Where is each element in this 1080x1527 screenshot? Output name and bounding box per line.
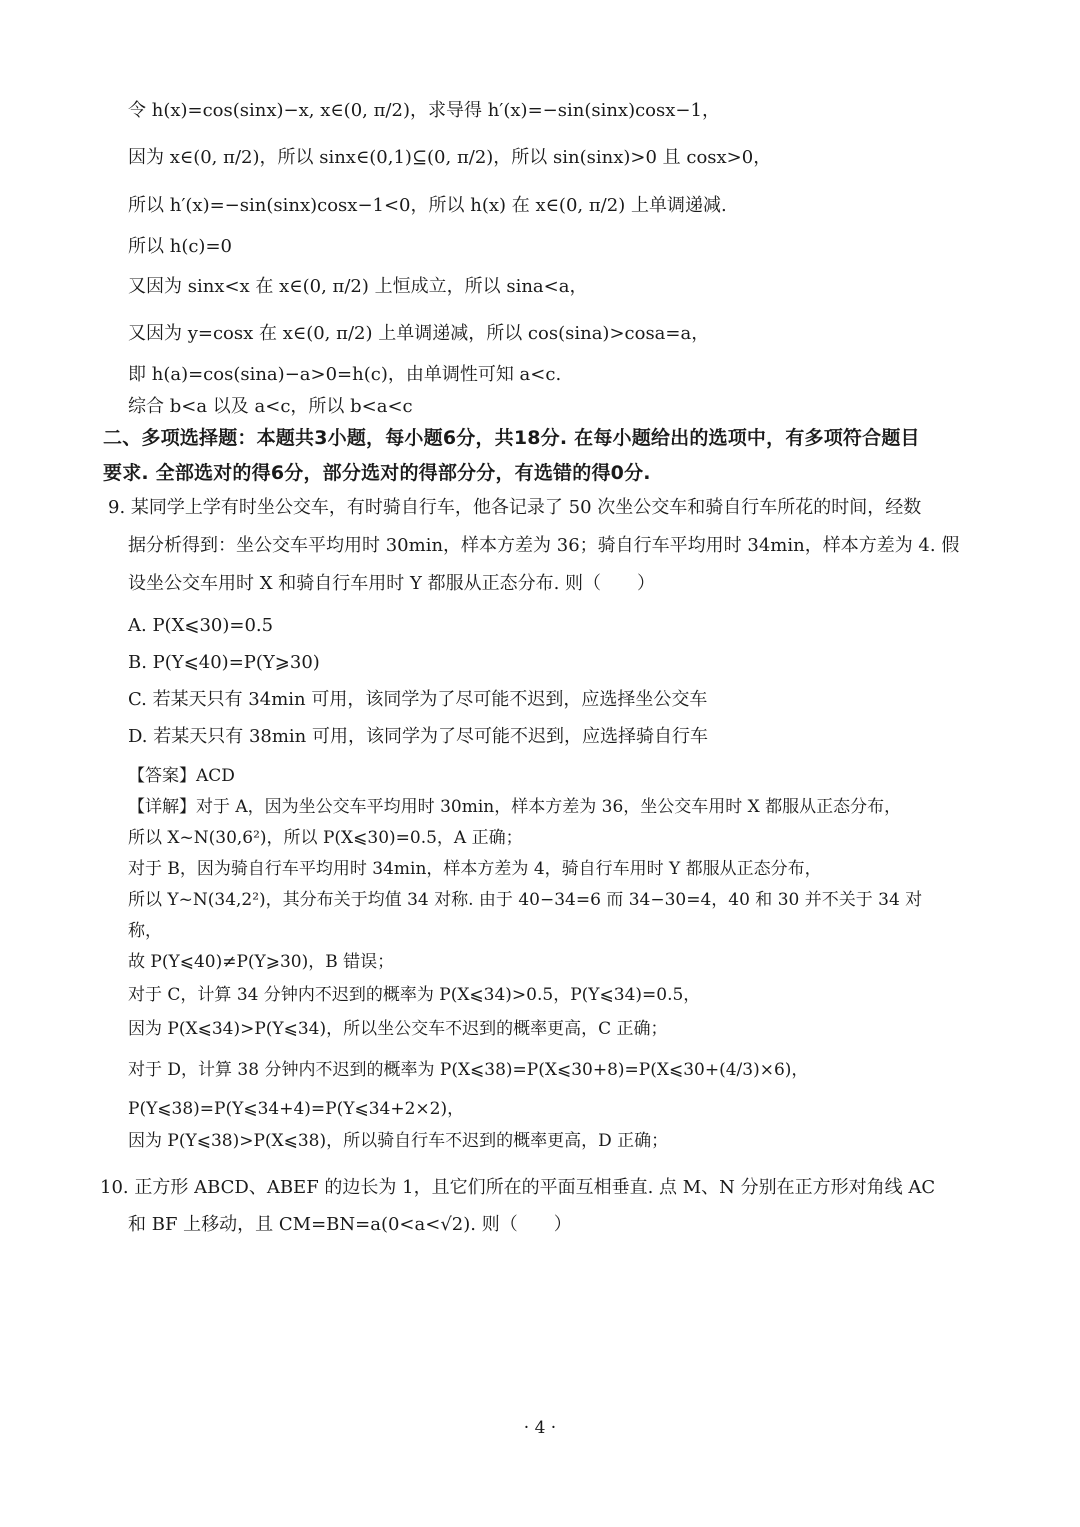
explanation-line: P(Y⩽38)=P(Y⩽34+4)=P(Y⩽34+2×2)， [128,1099,465,1119]
solution-line: 所以 h′(x)=−sin(sinx)cosx−1<0，所以 h(x) 在 x∈(0, π/2) 上单调递减. [128,195,727,216]
explanation-line: 对于 C，计算 34 分钟内不迟到的概率为 P(X⩽34)>0.5，P(Y⩽34)=0.5， [128,985,701,1005]
explanation-line: 所以 Y~N(34,2²)，其分布关于均值 34 对称. 由于 40−34=6 而 34−30=4，40 和 30 并不关于 34 对 [128,890,923,910]
question-9-stem: 9. 某同学上学有时坐公交车，有时骑自行车，他各记录了 50 次坐公交车和骑自行车所花的时间，经数 [108,497,922,518]
solution-line: 即 h(a)=cos(sina)−a>0=h(c)，由单调性可知 a<c. [128,364,562,385]
answer-line: 【答案】ACD [128,766,235,786]
solution-line: 所以 h(c)=0 [128,236,232,257]
question-9-stem: 据分析得到：坐公交车平均用时 30min，样本方差为 36；骑自行车平均用时 34min，样本方差为 4. 假 [128,535,960,556]
solution-line: 又因为 y=cosx 在 x∈(0, π/2) 上单调递减，所以 cos(sina)>cosa=a， [128,323,710,344]
explanation-line: 对于 B，因为骑自行车平均用时 34min，样本方差为 4，骑自行车用时 Y 都服从正态分布， [128,859,822,879]
explanation-line: 故 P(Y⩽40)≠P(Y⩾30)，B 错误； [128,952,395,972]
option-c: C. 若某天只有 34min 可用，该同学为了尽可能不迟到，应选择坐公交车 [128,689,708,710]
option-b: B. P(Y⩽40)=P(Y⩾30) [128,652,320,673]
solution-line: 令 h(x)=cos(sinx)−x, x∈(0, π/2)，求导得 h′(x)=−sin(sinx)cosx−1， [128,100,720,121]
solution-line: 因为 x∈(0, π/2)，所以 sinx∈(0,1)⊆(0, π/2)，所以 sin(sinx)>0 且 cosx>0， [128,147,772,168]
question-9-stem: 设坐公交车用时 X 和骑自行车用时 Y 都服从正态分布. 则（ ） [128,573,656,594]
explanation-line: 【详解】对于 A，因为坐公交车平均用时 30min，样本方差为 36，坐公交车用时 X 都服从正态分布， [128,797,902,817]
explanation-line: 对于 D，计算 38 分钟内不迟到的概率为 P(X⩽38)=P(X⩽30+8)=P(X⩽30+(4/3)×6)， [128,1060,809,1080]
section-heading: 要求. 全部选对的得6分，部分选对的得部分分，有选错的得0分. [103,462,651,484]
solution-line: 综合 b<a 以及 a<c，所以 b<a<c [128,396,413,417]
explanation-line: 所以 X~N(30,6²)，所以 P(X⩽30)=0.5，A 正确； [128,828,523,848]
explanation-line: 因为 P(Y⩽38)>P(X⩽38)，所以骑自行车不迟到的概率更高，D 正确； [128,1131,669,1151]
question-10-stem: 10. 正方形 ABCD、ABEF 的边长为 1，且它们所在的平面互相垂直. 点 M、N 分别在正方形对角线 AC [100,1177,936,1198]
section-heading: 二、多项选择题：本题共3小题，每小题6分，共18分. 在每小题给出的选项中，有多项符合题目 [103,427,920,449]
option-a: A. P(X⩽30)=0.5 [128,615,274,636]
question-10-stem: 和 BF 上移动，且 CM=BN=a(0<a<√2). 则（ ） [128,1214,572,1235]
solution-line: 又因为 sinx<x 在 x∈(0, π/2) 上恒成立，所以 sina<a， [128,276,588,297]
explanation-line: 因为 P(X⩽34)>P(Y⩽34)，所以坐公交车不迟到的概率更高，C 正确； [128,1019,668,1039]
explanation-line: 称， [128,921,162,941]
page-number: · 4 · [523,1418,557,1438]
option-d: D. 若某天只有 38min 可用，该同学为了尽可能不迟到，应选择骑自行车 [128,726,708,747]
